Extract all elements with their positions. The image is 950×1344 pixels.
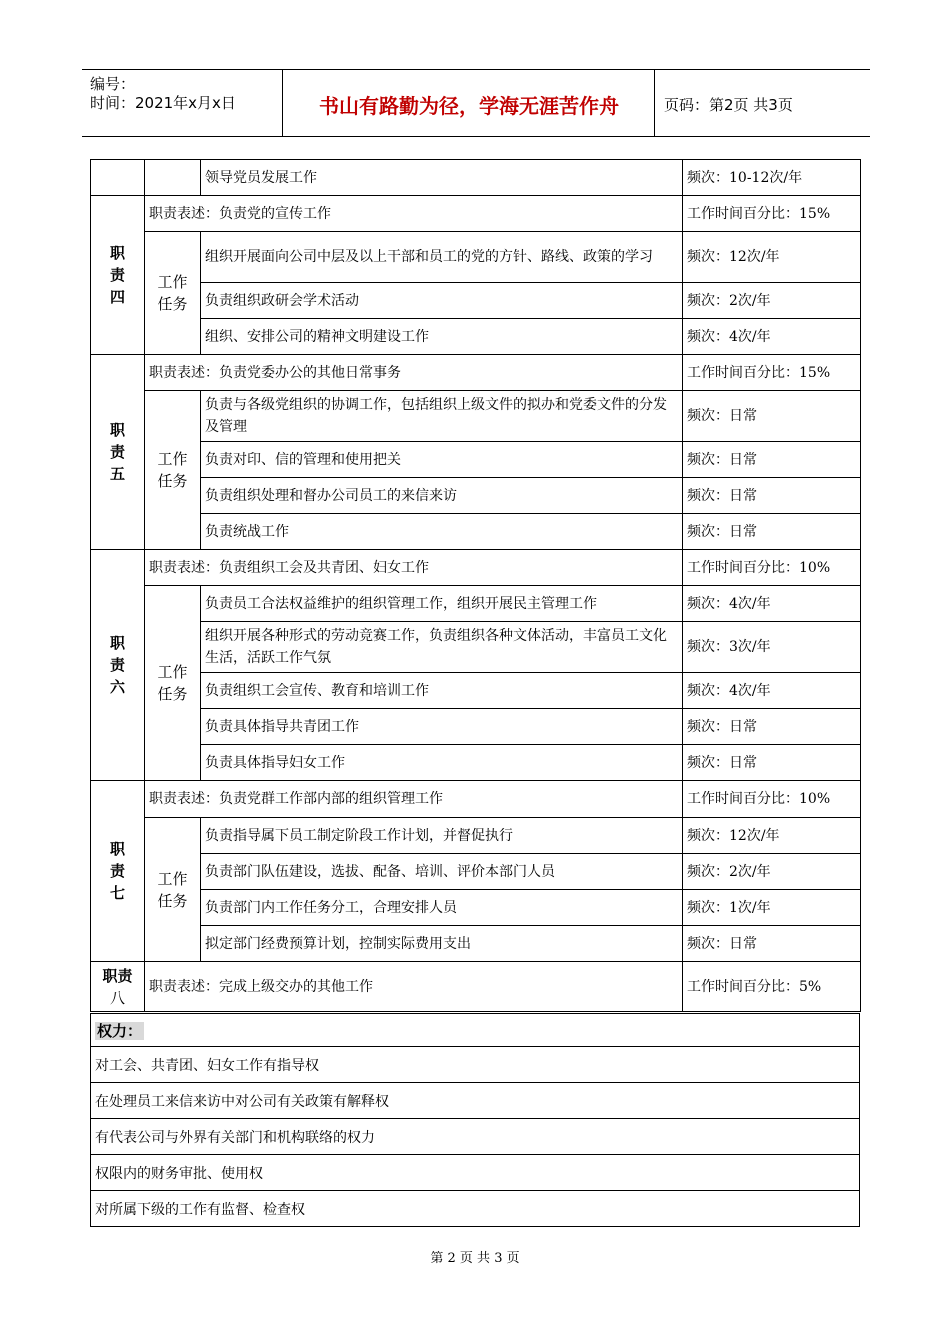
table-row [91,622,861,673]
duty-label-4: 职 责 四 [91,196,145,355]
duty-statement: 职责表述：负责党的宣传工作 [145,196,683,232]
task-label-cell [145,160,201,196]
task-label: 工作 任务 [145,232,201,355]
duty-time-percent: 工作时间百分比：10% [683,781,861,818]
duty-label-7: 职 责 七 [91,781,145,962]
page-number-label: 页码：第2页 共3页 [664,96,793,114]
table-row [91,673,861,709]
task-text: 负责与各级党组织的协调工作，包括组织上级文件的拟办和党委文件的分发及管理 [201,391,683,442]
task-text: 负责指导属下员工制定阶段工作计划，并督促执行 [201,818,683,854]
page-footer: 第 2 页 共 3 页 [430,1251,520,1266]
task-frequency: 频次：日常 [683,745,861,781]
task-frequency: 频次：1次/年 [683,890,861,926]
task-text: 领导党员发展工作 [201,160,683,196]
table-row [91,1119,860,1155]
task-text: 组织开展各种形式的劳动竞赛工作，负责组织各种文体活动，丰富员工文化生活，活跃工作气氛 [201,622,683,673]
power-item: 权限内的财务审批、使用权 [91,1155,860,1191]
task-text: 负责组织工会宣传、教育和培训工作 [201,673,683,709]
task-frequency: 频次：4次/年 [683,586,861,622]
table-row [91,962,861,1012]
task-frequency: 频次：2次/年 [683,283,861,319]
duty-time-percent: 工作时间百分比：15% [683,355,861,391]
table-row [91,926,861,962]
doc-code-label: 编号： [90,75,136,93]
table-row [91,1014,860,1047]
duty-statement: 职责表述：负责党群工作部内部的组织管理工作 [145,781,683,818]
table-row [91,196,861,232]
task-frequency: 频次：日常 [683,442,861,478]
power-item: 有代表公司与外界有关部门和机构联络的权力 [91,1119,860,1155]
table-row [91,355,861,391]
table-row [91,442,861,478]
duty-label-5: 职 责 五 [91,355,145,550]
table-row [91,1083,860,1119]
doc-time-label: 时间：2021年x月x日 [90,94,236,112]
duty-time-percent: 工作时间百分比：10% [683,550,861,586]
task-text: 负责组织处理和督办公司员工的来信来访 [201,478,683,514]
task-frequency: 频次：3次/年 [683,622,861,673]
duty-statement: 职责表述：负责组织工会及共青团、妇女工作 [145,550,683,586]
table-row [91,709,861,745]
duty-statement: 职责表述：负责党委办公的其他日常事务 [145,355,683,391]
task-frequency: 频次：日常 [683,478,861,514]
duty-label-cell [91,160,145,196]
task-frequency: 频次：2次/年 [683,854,861,890]
duty-statement: 职责表述：完成上级交办的其他工作 [145,962,683,1012]
duty-time-percent: 工作时间百分比：15% [683,196,861,232]
header-motto: 书山有路勤为径，学海无涯苦作舟 [319,94,619,118]
table-row [91,1047,860,1083]
table-row [91,1191,860,1227]
table-row [91,514,861,550]
task-frequency: 频次：日常 [683,926,861,962]
task-frequency: 频次：12次/年 [683,818,861,854]
table-row [91,745,861,781]
task-frequency: 频次：4次/年 [683,673,861,709]
table-row [91,781,861,818]
power-item: 对所属下级的工作有监督、检查权 [91,1191,860,1227]
table-row [91,586,861,622]
table-row [91,319,861,355]
task-frequency: 频次：日常 [683,514,861,550]
task-frequency: 频次：4次/年 [683,319,861,355]
duty-label-6: 职 责 六 [91,550,145,781]
duty-time-percent: 工作时间百分比：5% [683,962,861,1012]
task-text: 负责具体指导共青团工作 [201,709,683,745]
header-top-rule [82,69,870,70]
duty-table [90,159,861,1012]
powers-header-cell [91,1014,860,1047]
table-row [91,550,861,586]
task-text: 拟定部门经费预算计划，控制实际费用支出 [201,926,683,962]
task-text: 负责部门内工作任务分工，合理安排人员 [201,890,683,926]
task-text: 组织开展面向公司中层及以上干部和员工的党的方针、路线、政策的学习 [201,232,683,283]
powers-title: 权力： [97,1021,143,1040]
task-text: 负责员工合法权益维护的组织管理工作，组织开展民主管理工作 [201,586,683,622]
task-label: 工作 任务 [145,586,201,781]
task-text: 负责具体指导妇女工作 [201,745,683,781]
task-text: 负责组织政研会学术活动 [201,283,683,319]
task-text: 负责部门队伍建设，选拔、配备、培训、评价本部门人员 [201,854,683,890]
table-row [91,391,861,442]
task-label: 工作 任务 [145,818,201,962]
table-row [91,854,861,890]
header-divider-right [654,70,655,136]
table-row [91,283,861,319]
table-row [91,232,861,283]
task-frequency: 频次：日常 [683,391,861,442]
power-item: 在处理员工来信来访中对公司有关政策有解释权 [91,1083,860,1119]
table-row [91,160,861,196]
table-row [91,890,861,926]
table-row [91,478,861,514]
task-frequency: 频次：10-12次/年 [683,160,861,196]
power-item: 对工会、共青团、妇女工作有指导权 [91,1047,860,1083]
header-divider-left [282,70,283,136]
table-row [91,1155,860,1191]
task-text: 负责统战工作 [201,514,683,550]
task-frequency: 频次：日常 [683,709,861,745]
duty-label-8: 职责 八 [91,962,145,1012]
header-bottom-rule [82,136,870,137]
task-frequency: 频次：12次/年 [683,232,861,283]
table-row [91,818,861,854]
task-text: 组织、安排公司的精神文明建设工作 [201,319,683,355]
task-text: 负责对印、信的管理和使用把关 [201,442,683,478]
task-label: 工作 任务 [145,391,201,550]
powers-table [90,1013,860,1227]
